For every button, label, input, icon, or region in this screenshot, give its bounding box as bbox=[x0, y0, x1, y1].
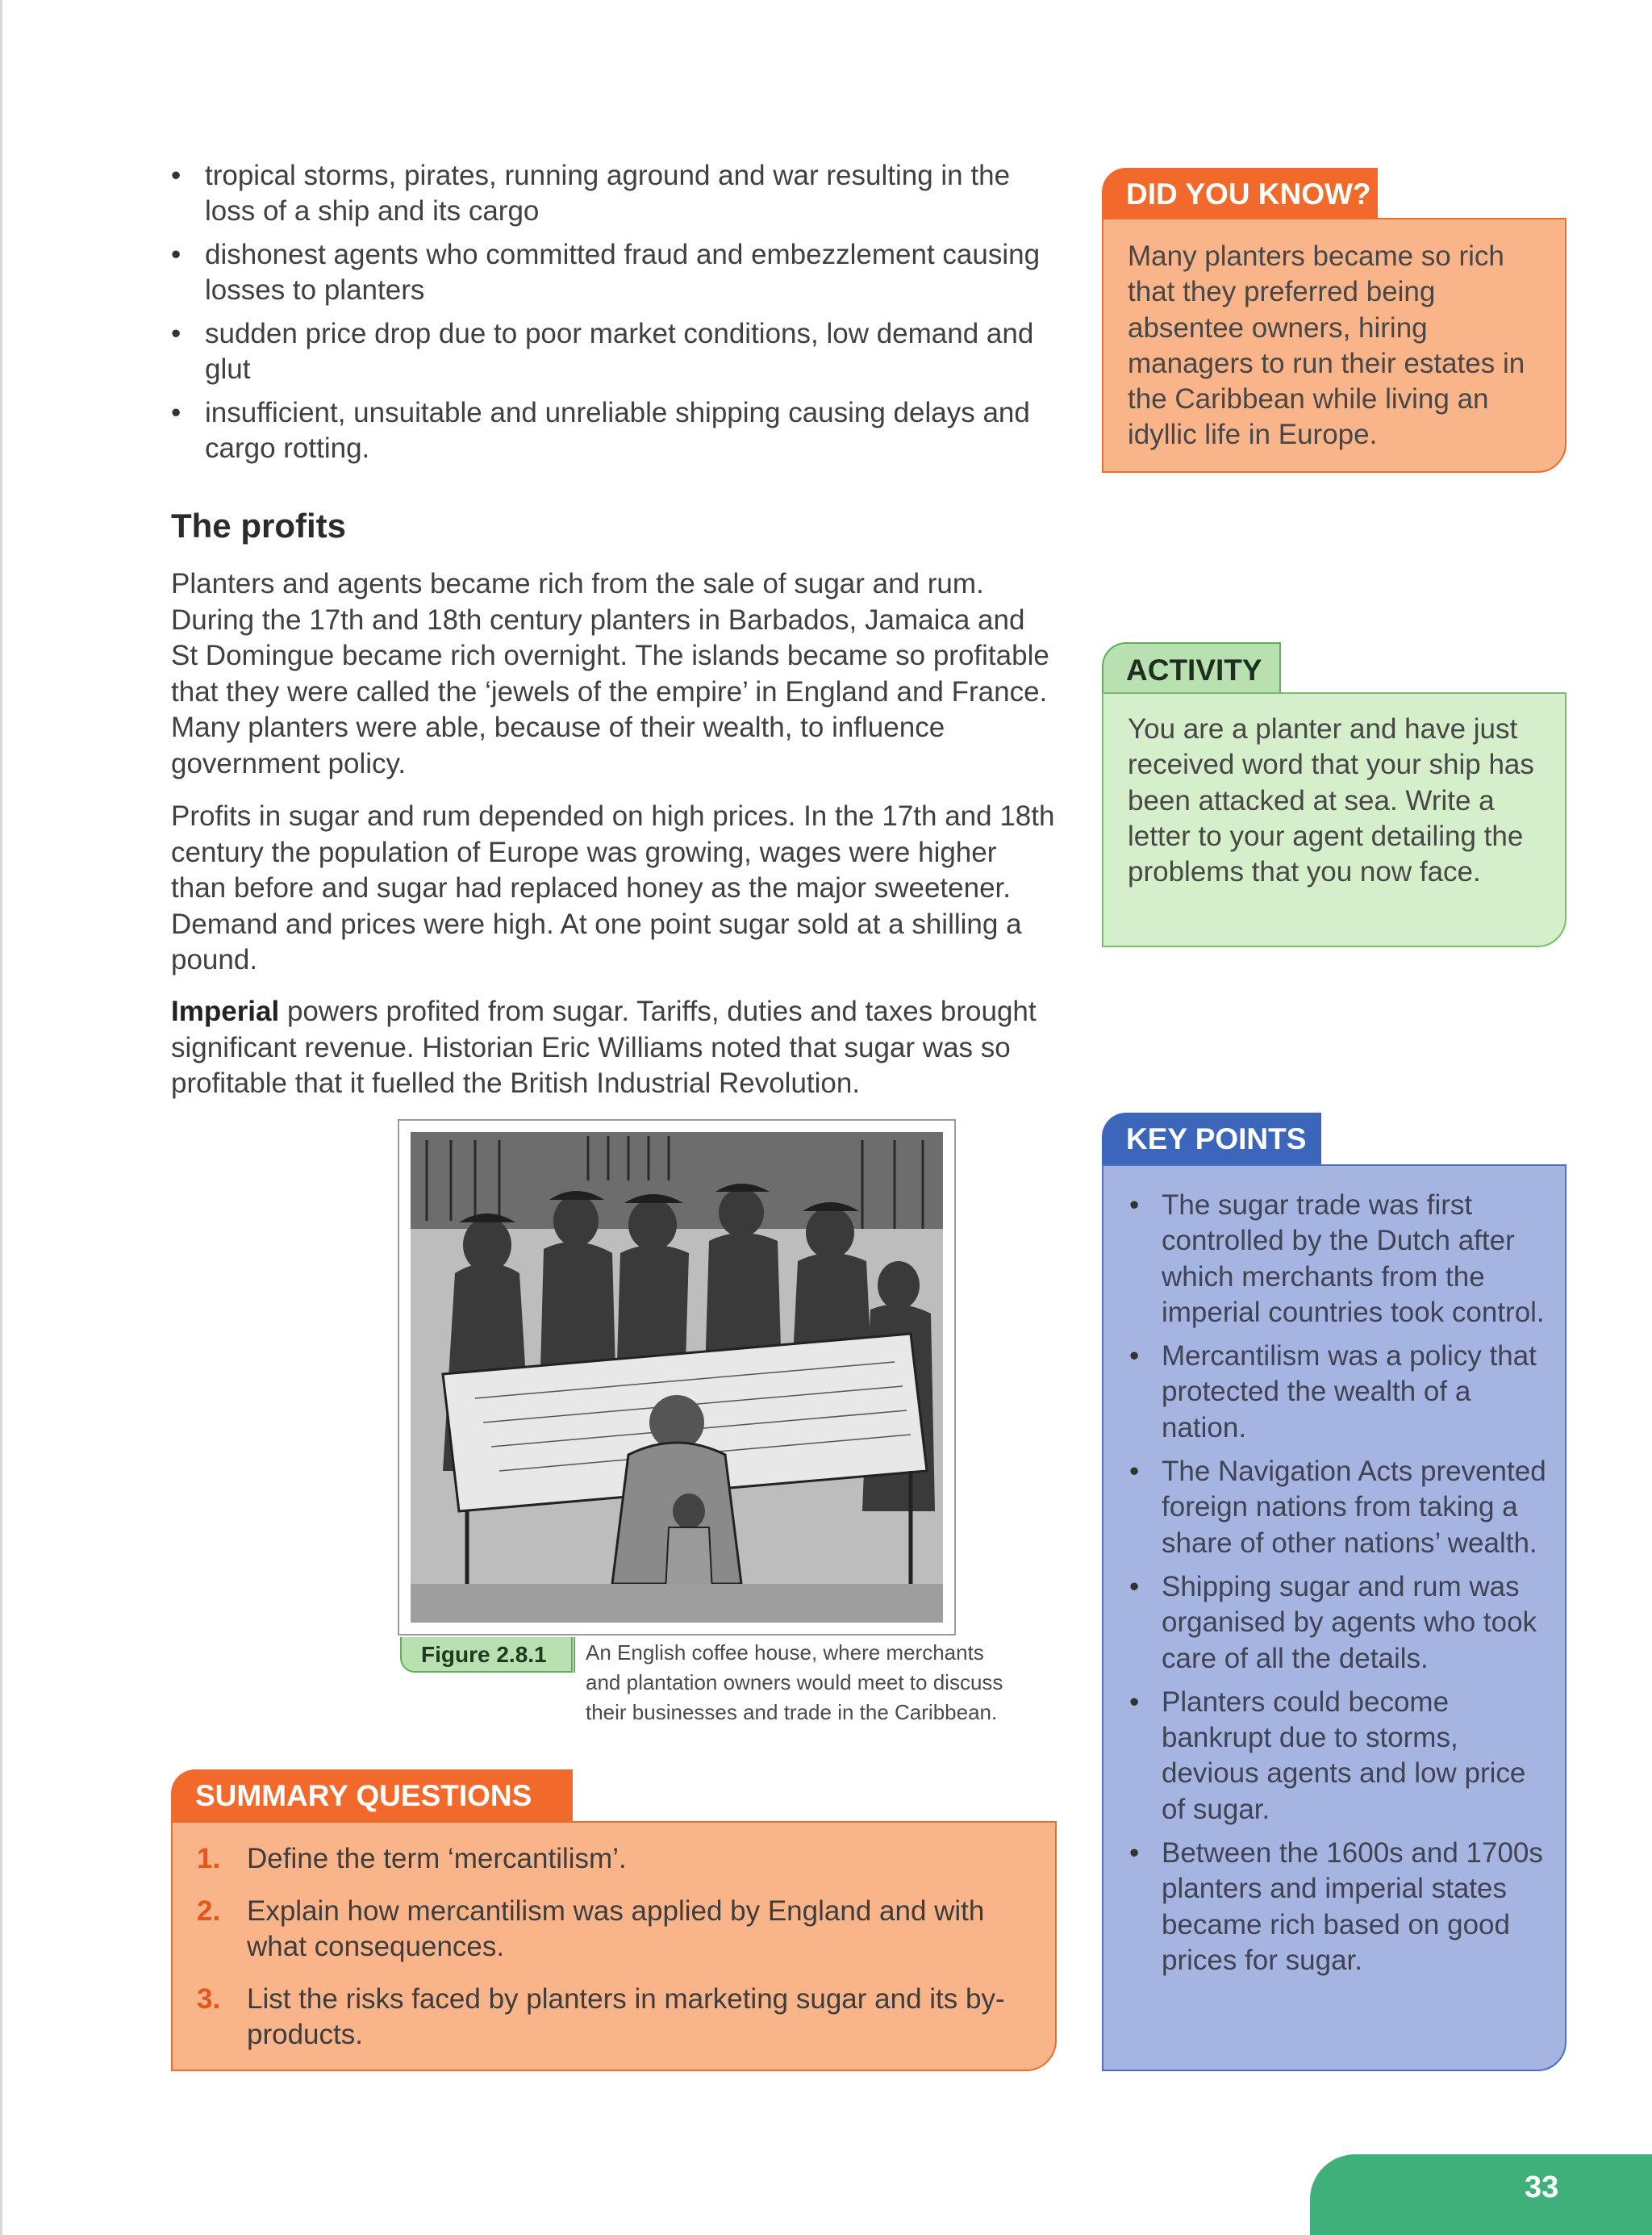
key-points-list bbox=[1128, 1188, 1547, 1986]
list-item: • The sugar trade was first controlled by the Dutch after which merchants from the imperial countries took control. bbox=[1128, 1188, 1547, 1331]
list-item: • The Navigation Acts prevented foreign nations from taking a share of other nations’ wealth. bbox=[1128, 1454, 1547, 1561]
question-item bbox=[197, 1894, 1036, 1966]
page-number: 33 bbox=[1525, 2170, 1559, 2204]
did-you-know-text: Many planters became so rich that they preferred being absentee owners, hiring managers to run their estates in the Caribbean while living an idyllic life in Europe. bbox=[1128, 240, 1525, 451]
list-item: • Mercantilism was a policy that protected the wealth of a nation. bbox=[1128, 1339, 1547, 1446]
question-number: 3. bbox=[197, 1982, 221, 2015]
list-item: • Between the 1600s and 1700s planters and imperial states became rich based on good prices for sugar. bbox=[1128, 1836, 1547, 1978]
paragraph-imperial bbox=[171, 994, 1058, 1102]
question-item bbox=[197, 1982, 1036, 2053]
coffee-house-engraving bbox=[411, 1132, 943, 1623]
summary-questions-list bbox=[197, 1841, 1036, 2070]
page-number-tab bbox=[1310, 2154, 1652, 2235]
figure-divider bbox=[574, 1637, 575, 1673]
list-item: • tropical storms, pirates, running aground and war resulting in the loss of a ship and its cargo bbox=[171, 158, 1050, 229]
question-item bbox=[197, 1841, 1036, 1878]
figure-label: Figure 2.8.1 bbox=[400, 1637, 573, 1673]
did-you-know-title: DID YOU KNOW? bbox=[1102, 168, 1378, 219]
question-number: 2. bbox=[197, 1895, 221, 1927]
list-item: • Shipping sugar and rum was organised by agents who took care of all the details. bbox=[1128, 1569, 1547, 1677]
bold-term: Imperial bbox=[171, 996, 280, 1027]
section-heading: The profits bbox=[171, 507, 346, 545]
paragraph-text: powers profited from sugar. Tariffs, duties and taxes brought significant revenue. Historian Eric Williams noted that sugar was so profitable that it fuelled the British Industrial Revolution. bbox=[171, 996, 1037, 1099]
list-item: • sudden price drop due to poor market conditions, low demand and glut bbox=[171, 316, 1050, 387]
summary-questions-title: SUMMARY QUESTIONS bbox=[171, 1769, 573, 1823]
activity-title: ACTIVITY bbox=[1102, 642, 1281, 694]
figure-caption: An English coffee house, where merchants and plantation owners would meet to discuss their businesses and trade in the Caribbean. bbox=[586, 1640, 1003, 1724]
paragraph-prices: Profits in sugar and rum depended on high prices. In the 17th and 18th century the population of Europe was growing, wages were higher than before and sugar had replaced honey as the major sweetener. Demand and prices were high. At one point sugar sold at a shilling a pound. bbox=[171, 800, 1055, 975]
activity-text: You are a planter and have just received word that your ship has been attacked at sea. Write a letter to your agent detailing the problems that you now face. bbox=[1128, 713, 1534, 888]
question-text: Explain how mercantilism was applied by England and with what consequences. bbox=[247, 1895, 985, 1962]
key-points-title: KEY POINTS bbox=[1102, 1113, 1321, 1166]
list-item: • Planters could become bankrupt due to storms, devious agents and low price of sugar. bbox=[1128, 1685, 1547, 1828]
list-item: • dishonest agents who committed fraud and embezzlement causing losses to planters bbox=[171, 237, 1050, 308]
question-number: 1. bbox=[197, 1843, 221, 1874]
figure-frame bbox=[398, 1119, 956, 1636]
page-edge bbox=[0, 0, 2, 2235]
risks-bullet-list bbox=[171, 158, 1050, 474]
question-text: Define the term ‘mercantilism’. bbox=[247, 1843, 627, 1874]
question-text: List the risks faced by planters in marketing sugar and its by-products. bbox=[247, 1982, 1005, 2050]
paragraph-planters-rich: Planters and agents became rich from the sale of sugar and rum. During the 17th and 18th century planters in Barbados, Jamaica and St Domingue became rich overnight. The islands became so profitable that they were called the ‘jewels of the empire’ in England and France. Many planters were able, because of their wealth, to influence government policy. bbox=[171, 568, 1049, 779]
list-item: • insufficient, unsuitable and unreliable shipping causing delays and cargo rotting. bbox=[171, 395, 1050, 466]
